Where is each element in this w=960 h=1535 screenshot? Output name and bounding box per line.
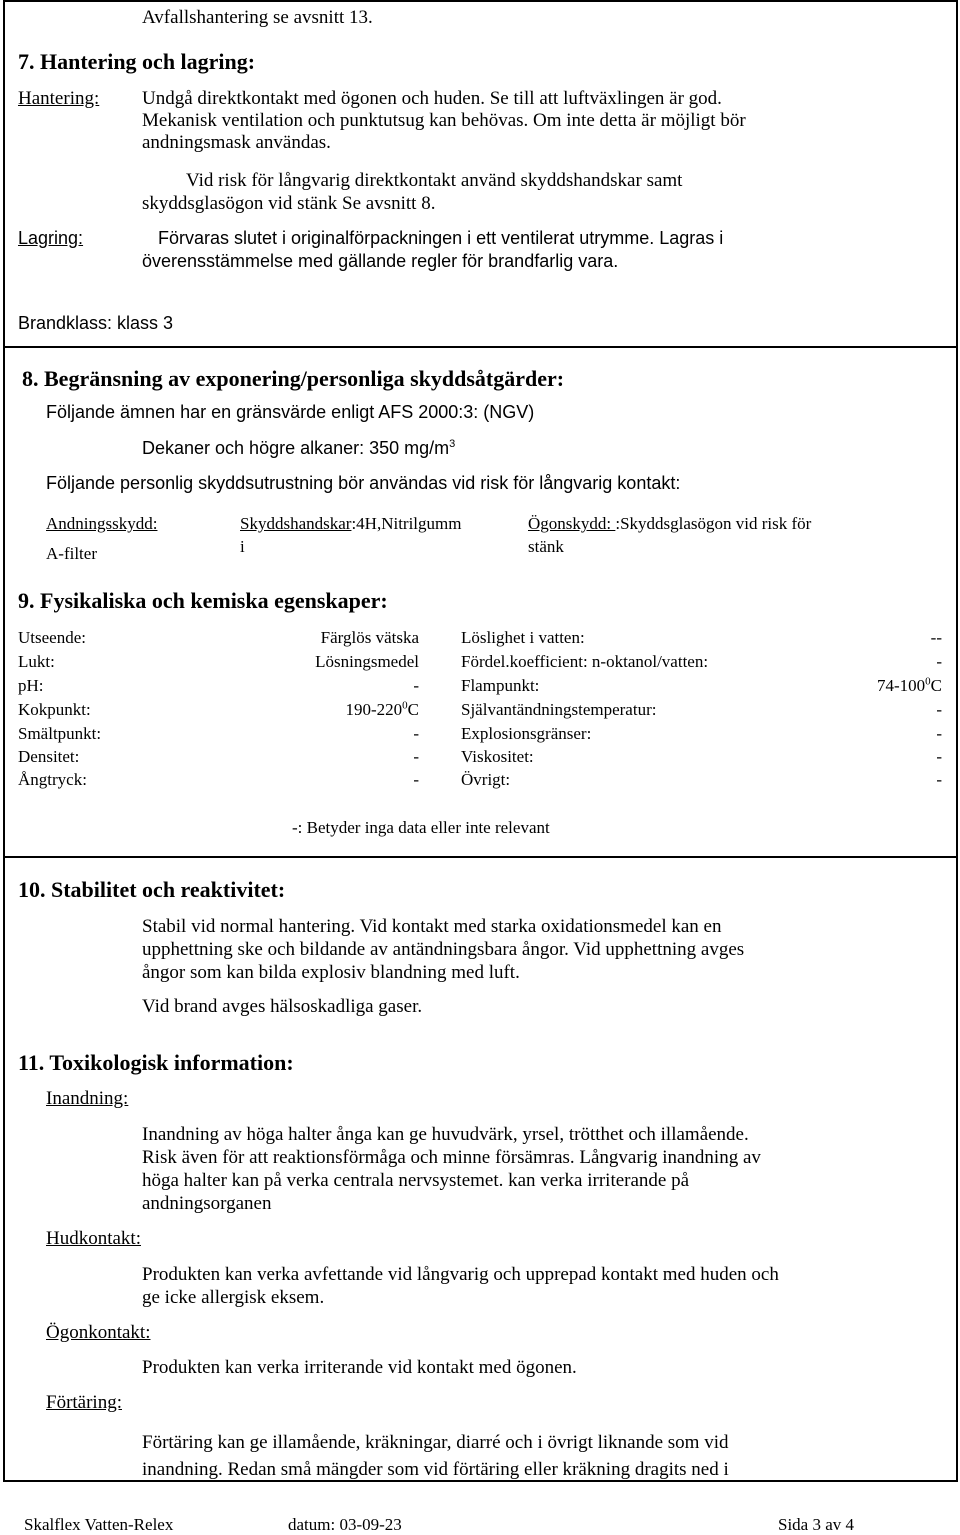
limit-intro: Följande ämnen har en gränsvärde enligt AFS 2000:3: (NGV) [46,402,535,422]
handling-line-1: Undgå direktkontakt med ögonen och huden. Se till att luftväxlingen är god. [142,88,722,109]
respiratory-value: A-filter [46,544,97,563]
limit-item [142,438,455,459]
prop-value-appearance [321,628,419,648]
limit-item-text: Dekaner och högre alkaner: 350 mg/m [142,438,450,458]
degree-sup: 0 [925,675,931,688]
section-10-title: 10. Stabilitet och reaktivitet: [18,877,286,902]
eye-contact-line-1: Produkten kan verka irriterande vid kontakt med ögonen. [142,1357,577,1378]
risk-line-2: skyddsglasögon vid stänk Se avsnitt 8. [142,193,436,214]
skin-contact-label: Hudkontakt: [46,1228,141,1249]
respiratory-label: Andningsskydd: [46,514,158,533]
degree-sup: 0 [402,699,408,712]
prop-value-unit: C [930,676,942,695]
stability-line-1: Stabil vid normal hantering. Vid kontakt med starka oxidationsmedel kan en [142,916,722,937]
inhalation-line-4: andningsorganen [142,1193,272,1214]
prop-value-text: - [413,676,419,695]
prop-value-partition-coefficient [936,652,942,672]
skin-contact-line-1: Produkten kan verka avfettande vid långvarig och upprepad kontakt med huden och [142,1264,779,1285]
fire-gases-line: Vid brand avges hälsoskadliga gaser. [142,996,423,1017]
prop-value-text: - [936,652,942,671]
prop-value-text: - [413,724,419,743]
section-8-title: 8. Begränsning av exponering/personliga skyddsåtgärder: [22,366,565,391]
prop-label-appearance: Utseende: [18,628,86,647]
inhalation-line-3: höga halter kan på verka centrala nervsystemet. kan verka irriterande på [142,1170,690,1191]
prop-value-unit: C [407,700,419,719]
handling-line-2: Mekanisk ventilation och punktutsug kan behövas. Om inte detta är möjligt bör [142,110,746,131]
gloves-line-2: i [240,537,245,556]
prop-value-text: 190-220 [345,700,403,719]
prop-value-text: Färglös vätska [320,628,419,647]
limit-unit-sup: 3 [449,438,456,450]
prop-value-other [936,770,942,790]
eye-protection-value: :Skyddsglasögon vid risk för [615,514,812,533]
inhalation-line-2: Risk även för att reaktionsförmåga och minne försämras. Långvarig inandning av [142,1147,761,1168]
prop-value-odor [315,652,419,672]
ingestion-label: Förtäring: [46,1392,122,1413]
prop-value-text: 74-100 [876,676,926,695]
stability-line-2: upphettning ske och bildande av antändningsbara ångor. Vid upphettning avges [142,939,745,960]
prop-value-text: Lösningsmedel [315,652,419,671]
prop-value-solubility [931,628,942,648]
inhalation-label: Inandning: [46,1088,129,1109]
eye-line-2: stänk [528,537,564,556]
prop-label-ph: pH: [18,676,44,695]
prop-label-odor: Lukt: [18,652,55,671]
handling-line-3: andningsmask användas. [142,132,331,153]
gloves-line-1 [240,514,461,534]
prop-value-text: - [936,700,942,719]
prop-value-boiling-point [345,700,419,720]
eye-protection-label: Ögonskydd: [528,514,616,533]
prop-value-vapor-pressure [413,770,419,790]
prop-value-text: - [936,724,942,743]
ingestion-line-2: inandning. Redan små mängder som vid förtäring eller kräkning dragits ned i [142,1459,729,1480]
prop-value-ph [413,676,419,696]
prop-value-text: - [413,770,419,789]
skin-contact-line-2: ge icke allergisk eksem. [142,1287,325,1308]
prop-value-density [413,747,419,767]
properties-legend: -: Betyder inga data eller inte relevant [292,818,550,837]
fire-class: Brandklass: klass 3 [18,313,174,333]
footer-product: Skalflex Vatten-Relex [24,1515,174,1534]
prop-value-viscosity [936,747,942,767]
prop-value-explosion-limits [936,724,942,744]
prop-value-text: - [936,770,942,789]
section-9-title: 9. Fysikaliska och kemiska egenskaper: [18,588,388,613]
risk-line-1: Vid risk för långvarig direktkontakt använd skyddshandskar samt [186,170,683,191]
prop-label-autoignition: Självantändningstemperatur: [461,700,657,719]
prop-label-melting-point: Smältpunkt: [18,724,102,743]
ppe-intro: Följande personlig skyddsutrustning bör användas vid risk för långvarig kontakt: [46,473,681,493]
eye-line-1 [528,514,811,534]
gloves-value: :4H,Nitrilgumm [351,514,462,533]
prop-label-flash-point: Flampunkt: [461,676,540,695]
eye-contact-label: Ögonkontakt: [46,1322,151,1343]
storage-line-1: Förvaras slutet i originalförpackningen i ett ventilerat utrymme. Lagras i [158,228,724,248]
inhalation-line-1: Inandning av höga halter ånga kan ge huvudvärk, yrsel, trötthet och illamående. [142,1124,749,1145]
handling-label: Hantering: [18,88,100,109]
disposal-note: Avfallshantering se avsnitt 13. [142,7,373,28]
section-11-title: 11. Toxikologisk information: [18,1050,294,1075]
prop-label-partition-coefficient: Fördel.koefficient: n-oktanol/vatten: [461,652,709,671]
prop-label-solubility: Löslighet i vatten: [461,628,585,647]
footer-date: datum: 03-09-23 [288,1515,402,1534]
prop-value-text: - [936,747,942,766]
prop-label-boiling-point: Kokpunkt: [18,700,91,719]
storage-label: Lagring: [18,228,84,248]
stability-line-3: ångor som kan bilda explosiv blandning med luft. [142,962,520,983]
prop-value-text: - [413,747,419,766]
prop-label-density: Densitet: [18,747,80,766]
prop-value-autoignition [936,700,942,720]
prop-label-explosion-limits: Explosionsgränser: [461,724,592,743]
ingestion-line-1: Förtäring kan ge illamående, kräkningar, diarré och i övrigt liknande som vid [142,1432,729,1453]
footer-page-number: Sida 3 av 4 [778,1515,855,1534]
prop-value-text: -- [930,628,942,647]
gloves-label: Skyddshandskar [240,514,352,533]
section-7-title: 7. Hantering och lagring: [18,49,256,74]
prop-value-melting-point [413,724,419,744]
prop-value-flash-point [877,676,942,696]
storage-line-2: överensstämmelse med gällande regler för brandfarlig vara. [142,251,619,271]
prop-label-viscosity: Viskositet: [461,747,534,766]
prop-label-other: Övrigt: [461,770,511,789]
prop-label-vapor-pressure: Ångtryck: [18,770,87,789]
